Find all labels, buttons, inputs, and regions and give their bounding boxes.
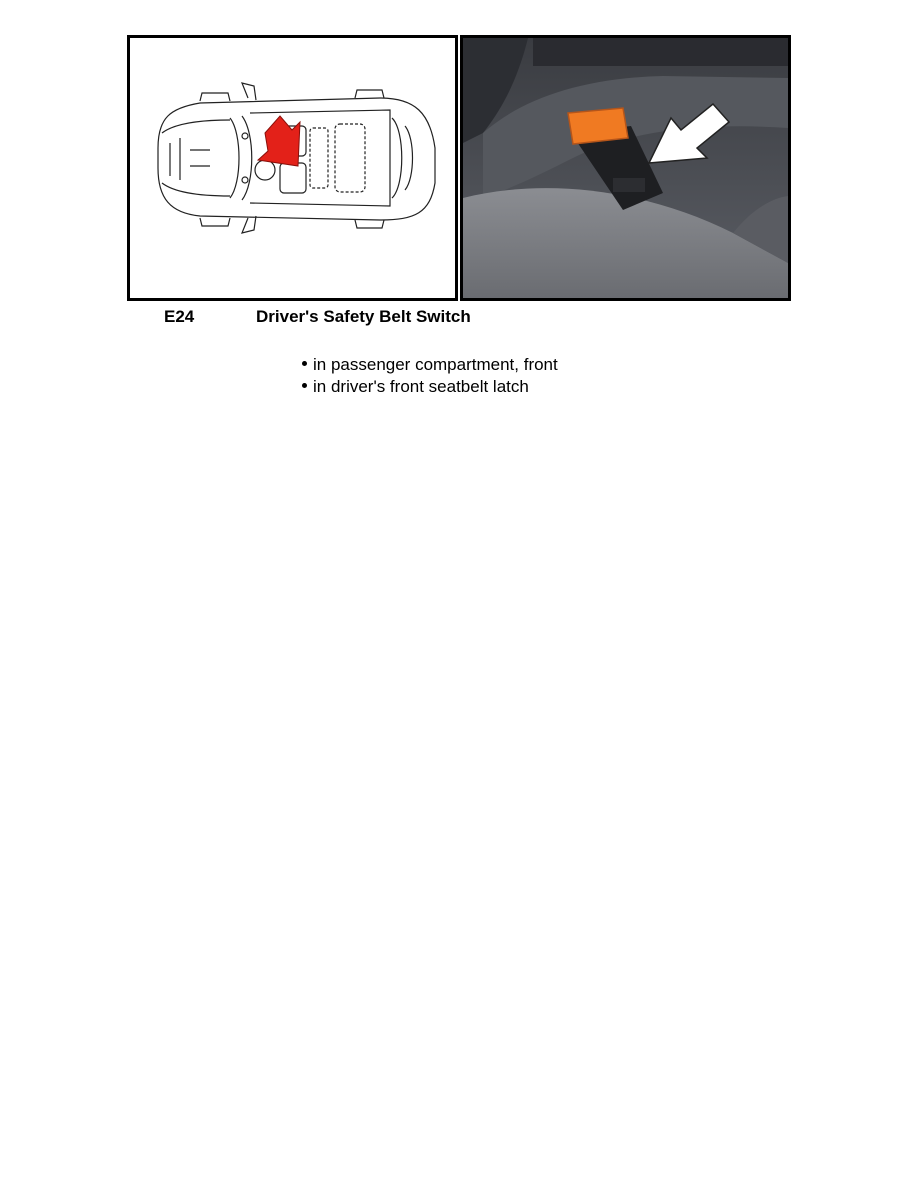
location-list xyxy=(302,354,558,398)
car-top-view-illustration xyxy=(130,38,455,298)
seatbelt-latch-illustration xyxy=(463,38,788,298)
red-locator-arrow-icon xyxy=(258,116,300,166)
component-code: E24 xyxy=(164,307,195,326)
bullet-icon xyxy=(302,383,307,388)
car-top-view-figure xyxy=(127,35,458,301)
list-item-text: in driver's front seatbelt latch xyxy=(313,377,529,396)
bullet-icon xyxy=(302,361,307,366)
list-item xyxy=(302,376,558,398)
list-item-text: in passenger compartment, front xyxy=(313,355,558,374)
buckle-release-tab xyxy=(568,108,628,144)
seatbelt-latch-photo xyxy=(460,35,791,301)
component-name: Driver's Safety Belt Switch xyxy=(256,307,471,326)
list-item xyxy=(302,354,558,376)
